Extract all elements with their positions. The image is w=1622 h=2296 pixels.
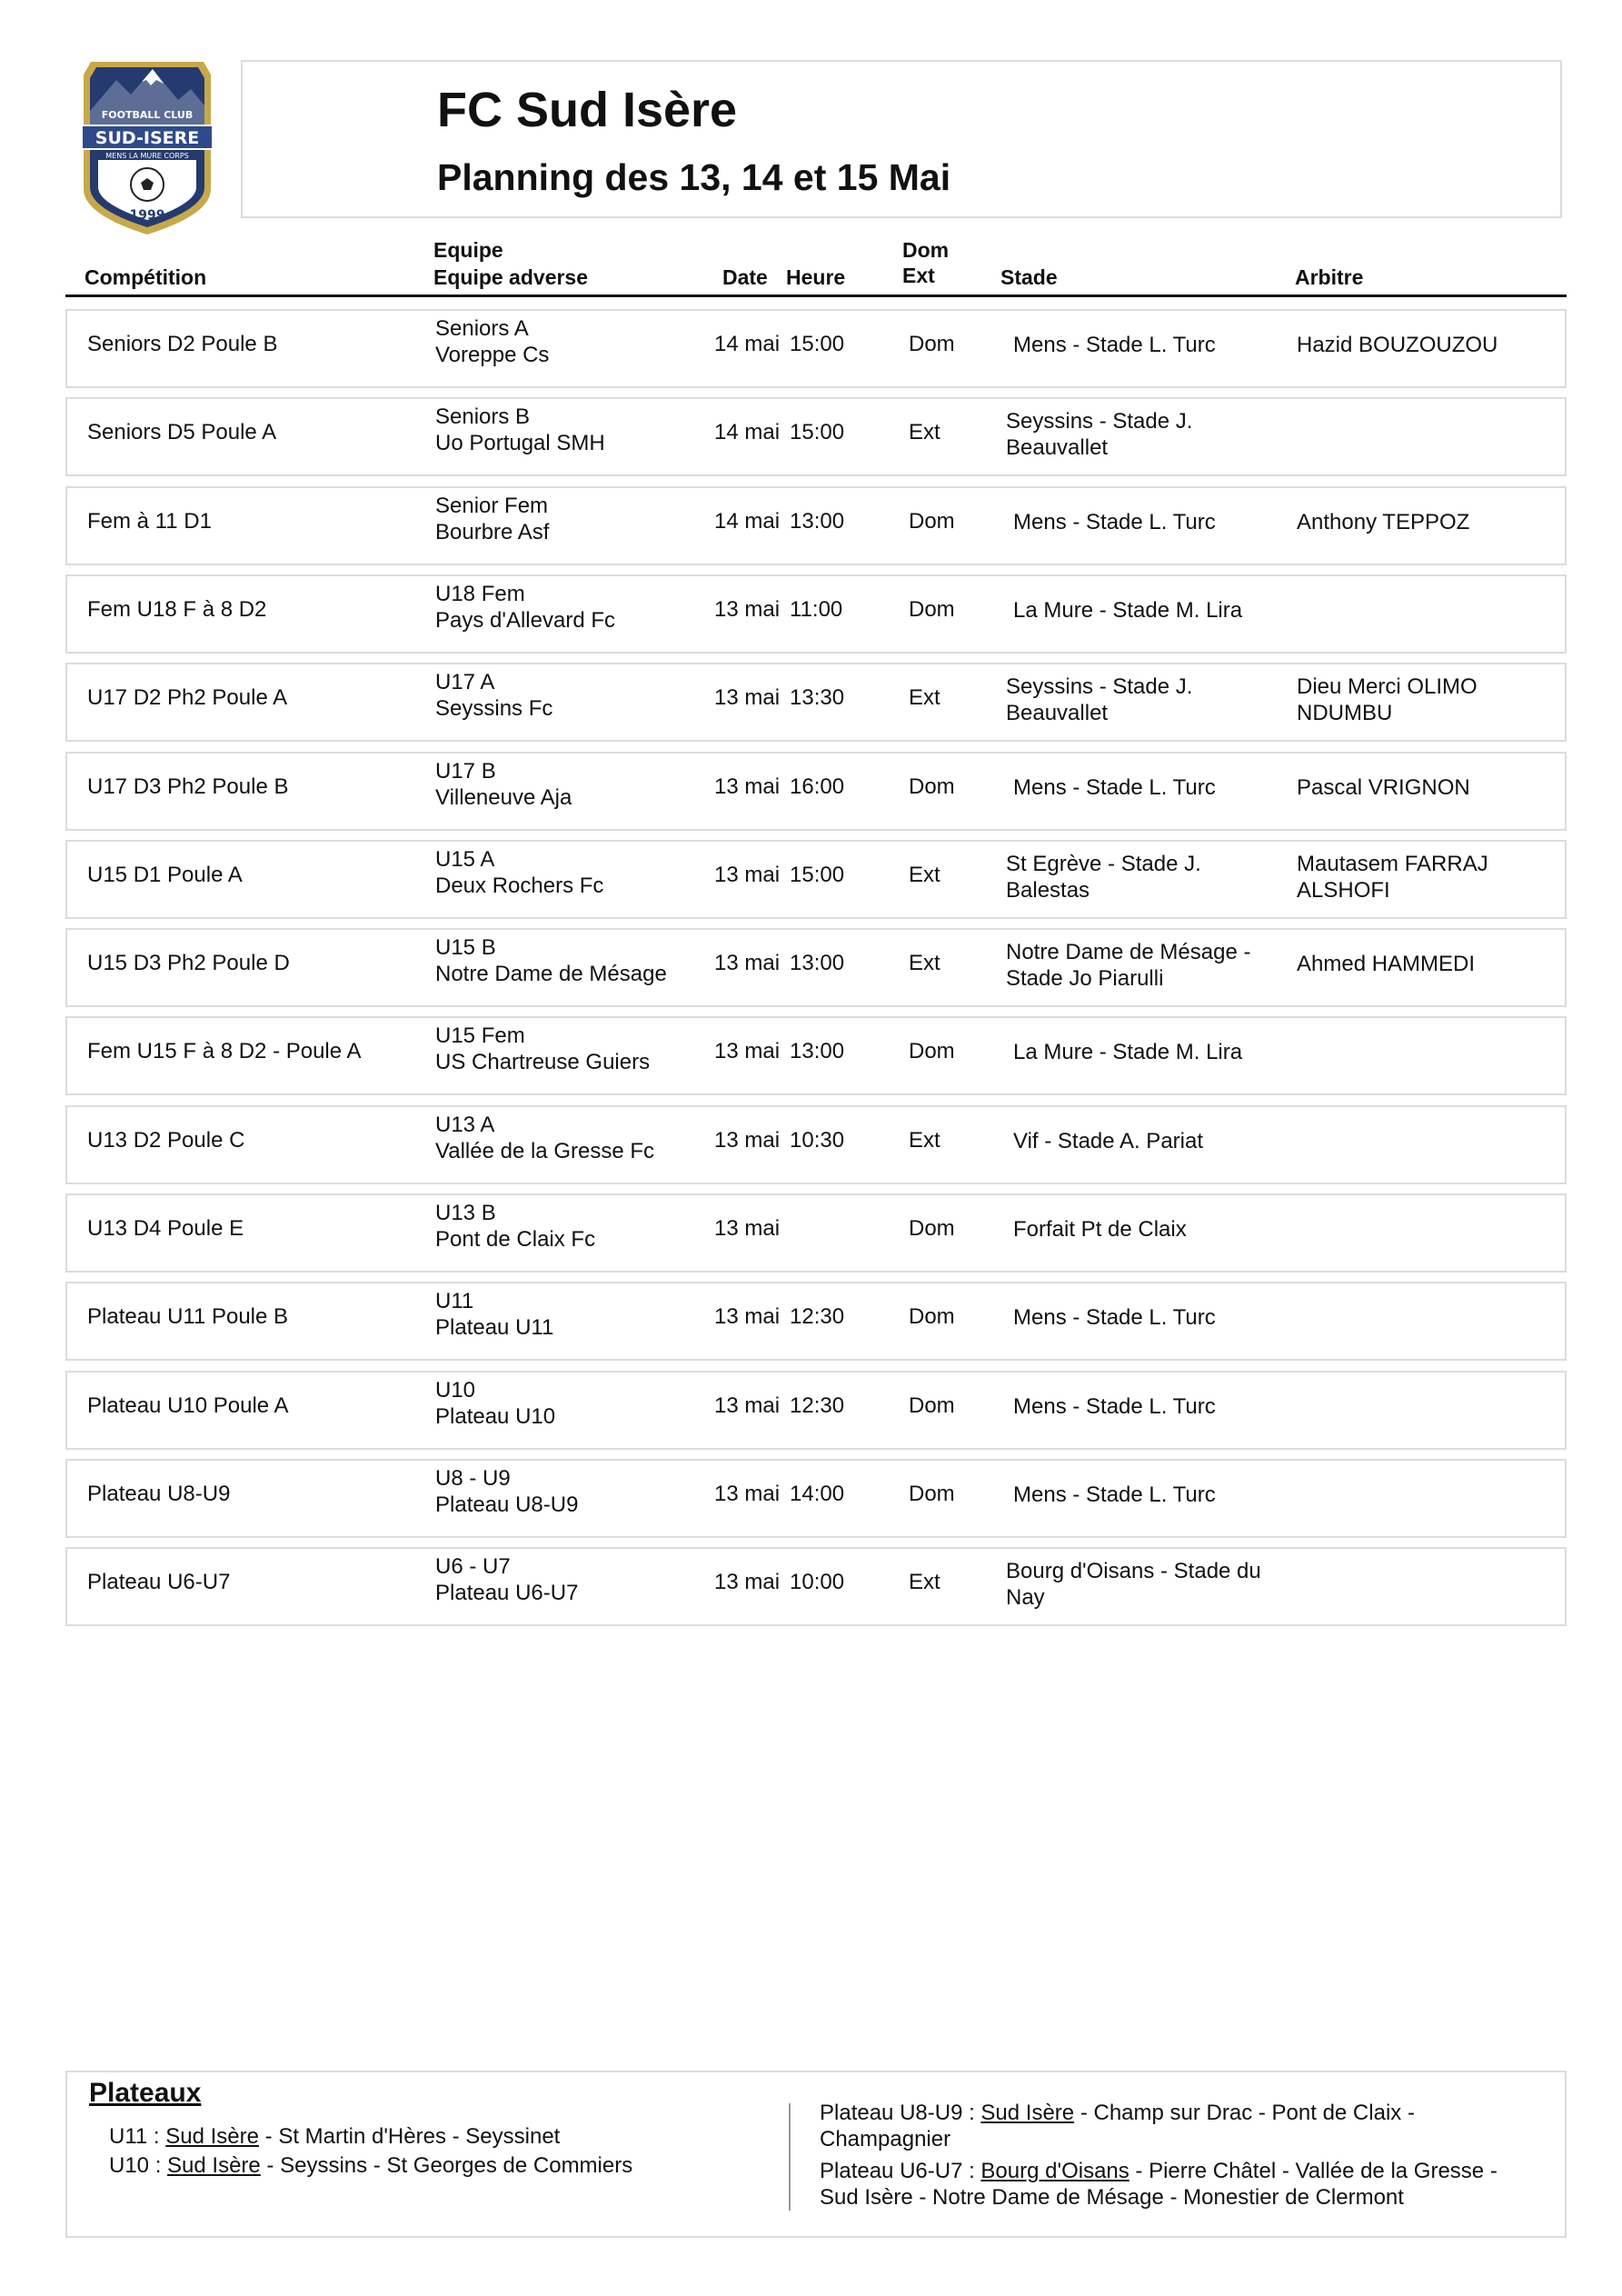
match-row (65, 1105, 1567, 1184)
plateaux-box (65, 2071, 1567, 2238)
match-row (65, 663, 1567, 742)
cell-arbitre-line-1: Mautasem FARRAJ (1297, 852, 1488, 876)
plateau-u11-line (109, 2123, 560, 2150)
cell-heure: 12:30 (790, 1393, 845, 1418)
cell-stade-line-1: Mens - Stade L. Turc (1013, 510, 1216, 534)
cell-arbitre-line-1: Anthony TEPPOZ (1297, 510, 1470, 534)
plateau-u10-rest: - Seyssins - St Georges de Commiers (260, 2153, 633, 2178)
cell-dom-ext: Ext (909, 1570, 940, 1594)
cell-equipe-adverse: Pays d'Allevard Fc (435, 608, 615, 633)
cell-stade (1006, 597, 1286, 624)
cell-stade (1006, 408, 1279, 461)
header-stade: Stade (1000, 265, 1058, 289)
cell-equipe-adverse: Uo Portugal SMH (435, 431, 605, 455)
cell-dom-ext: Ext (909, 685, 940, 710)
match-row (65, 1547, 1567, 1626)
cell-dom-ext: Ext (909, 951, 940, 975)
cell-competition: Fem à 11 D1 (87, 509, 212, 534)
match-row (65, 840, 1567, 919)
match-row (65, 752, 1567, 831)
cell-teams (435, 1112, 708, 1164)
cell-competition: Seniors D2 Poule B (87, 332, 278, 356)
cell-equipe: U13 A (435, 1113, 495, 1137)
plateau-u6u7-host: Bourg d'Oisans (980, 2159, 1129, 2183)
cell-competition: U13 D4 Poule E (87, 1216, 244, 1241)
cell-date: 14 mai (714, 420, 781, 444)
match-row (65, 309, 1567, 388)
cell-equipe-adverse: Plateau U8-U9 (435, 1492, 579, 1517)
cell-date: 13 mai (714, 1482, 781, 1506)
cell-arbitre (1297, 332, 1560, 358)
cell-stade-line-2: Stade Jo Piarulli (1006, 966, 1164, 991)
match-row (65, 1193, 1567, 1273)
plateau-u8u9-rest-2: Champagnier (820, 2127, 951, 2151)
cell-equipe-adverse: US Chartreuse Guiers (435, 1050, 651, 1074)
plateau-u11-rest: - St Martin d'Hères - Seyssinet (258, 2124, 561, 2149)
match-row (65, 928, 1567, 1007)
plateau-u11-prefix: U11 : (109, 2124, 166, 2149)
cell-dom-ext: Ext (909, 1128, 940, 1153)
cell-equipe: Seniors A (435, 316, 529, 341)
cell-heure: 12:30 (790, 1304, 845, 1329)
cell-equipe-adverse: Villeneuve Aja (435, 785, 572, 810)
match-row (65, 1371, 1567, 1450)
cell-stade-line-1: Mens - Stade L. Turc (1013, 333, 1216, 357)
cell-date: 13 mai (714, 863, 781, 887)
cell-stade (1006, 509, 1286, 535)
title-box (241, 60, 1562, 218)
cell-arbitre-line-1: Hazid BOUZOUZOU (1297, 333, 1498, 357)
plateaux-heading: Plateaux (89, 2078, 202, 2108)
header-equipe-adverse: Equipe adverse (433, 265, 589, 289)
cell-stade-line-2: Beauvallet (1006, 435, 1109, 460)
plateau-u8u9-prefix: Plateau U8-U9 : (820, 2101, 981, 2125)
plateau-u8u9-rest-1: - Champ sur Drac - Pont de Claix - (1074, 2101, 1415, 2125)
cell-equipe-adverse: Seyssins Fc (435, 696, 553, 721)
cell-date: 13 mai (714, 685, 781, 710)
cell-date: 13 mai (714, 774, 781, 799)
plateau-u6u7-line (820, 2158, 1547, 2211)
cell-heure: 13:00 (790, 1039, 845, 1063)
cell-teams (435, 1465, 708, 1518)
cell-competition: U17 D2 Ph2 Poule A (87, 685, 288, 710)
cell-heure: 13:00 (790, 951, 845, 975)
cell-equipe-adverse: Bourbre Asf (435, 520, 550, 544)
cell-heure: 13:00 (790, 509, 845, 534)
header-competition: Compétition (85, 265, 207, 289)
club-logo (78, 53, 216, 238)
cell-equipe: Seniors B (435, 404, 531, 429)
cell-stade-line-1: Mens - Stade L. Turc (1013, 1305, 1216, 1330)
cell-heure: 14:00 (790, 1482, 845, 1506)
cell-competition: U13 D2 Poule C (87, 1128, 245, 1153)
cell-stade (1006, 774, 1286, 801)
cell-stade-line-1: Bourg d'Oisans - Stade du (1006, 1559, 1261, 1583)
cell-equipe: Senior Fem (435, 494, 549, 518)
plateau-u11-host: Sud Isère (165, 2124, 259, 2149)
cell-dom-ext: Dom (909, 509, 955, 534)
cell-date: 14 mai (714, 509, 781, 534)
cell-equipe: U18 Fem (435, 582, 525, 606)
cell-date: 13 mai (714, 1393, 781, 1418)
header-arbitre: Arbitre (1295, 265, 1364, 289)
cell-teams (435, 1553, 708, 1606)
plateau-u6u7-rest-2: Sud Isère - Notre Dame de Mésage - Monestier de Clermont (820, 2185, 1404, 2210)
cell-stade-line-1: Notre Dame de Mésage - (1006, 940, 1251, 964)
cell-dom-ext: Dom (909, 597, 955, 622)
header-divider (65, 294, 1567, 297)
cell-stade-line-1: Seyssins - Stade J. (1006, 674, 1193, 699)
match-row (65, 1282, 1567, 1361)
cell-dom-ext: Ext (909, 863, 940, 887)
cell-teams (435, 669, 708, 722)
cell-date: 13 mai (714, 1570, 781, 1594)
plateau-u10-line (109, 2152, 632, 2179)
cell-teams (435, 1023, 708, 1075)
cell-competition: U15 D3 Ph2 Poule D (87, 951, 290, 975)
cell-stade (1006, 851, 1279, 903)
cell-dom-ext: Dom (909, 1482, 955, 1506)
cell-competition: Fem U15 F à 8 D2 - Poule A (87, 1039, 362, 1063)
logo-banner-text: SUD-ISERE (95, 128, 200, 148)
cell-stade-line-1: La Mure - Stade M. Lira (1013, 598, 1243, 623)
plateau-u6u7-prefix: Plateau U6-U7 : (820, 2159, 981, 2183)
plateau-u6u7-rest-1: - Pierre Châtel - Vallée de la Gresse - (1129, 2159, 1498, 2183)
cell-arbitre (1297, 774, 1560, 801)
match-row (65, 397, 1567, 476)
cell-heure: 15:00 (790, 420, 845, 444)
header-dom: Dom (902, 238, 950, 262)
cell-arbitre (1297, 851, 1560, 903)
plateau-u10-prefix: U10 : (109, 2153, 168, 2178)
cell-stade-line-2: Balestas (1006, 878, 1090, 903)
cell-date: 13 mai (714, 1128, 781, 1153)
cell-heure: 16:00 (790, 774, 845, 799)
cell-competition: Plateau U11 Poule B (87, 1304, 289, 1329)
cell-dom-ext: Ext (909, 420, 940, 444)
cell-arbitre-line-1: Ahmed HAMMEDI (1297, 952, 1476, 976)
match-row (65, 1016, 1567, 1095)
cell-equipe: U15 B (435, 935, 496, 960)
header-heure: Heure (786, 265, 846, 289)
club-name: FC Sud Isère (437, 83, 738, 137)
cell-dom-ext: Dom (909, 332, 955, 356)
cell-heure: 15:00 (790, 863, 845, 887)
match-row (65, 486, 1567, 565)
cell-stade (1006, 1393, 1286, 1420)
cell-arbitre (1297, 674, 1560, 726)
cell-stade-line-1: Vif - Stade A. Pariat (1013, 1129, 1204, 1153)
cell-equipe-adverse: Plateau U10 (435, 1404, 556, 1429)
cell-equipe: U6 - U7 (435, 1554, 511, 1579)
logo-top-text: FOOTBALL CLUB (101, 109, 194, 121)
cell-dom-ext: Dom (909, 1216, 955, 1241)
cell-equipe: U15 Fem (435, 1023, 525, 1048)
cell-dom-ext: Dom (909, 1039, 955, 1063)
cell-stade (1006, 1039, 1286, 1065)
cell-equipe-adverse: Plateau U11 (435, 1315, 554, 1340)
cell-competition: Plateau U8-U9 (87, 1482, 231, 1506)
cell-equipe-adverse: Plateau U6-U7 (435, 1581, 579, 1605)
cell-competition: U15 D1 Poule A (87, 863, 243, 887)
match-row (65, 574, 1567, 654)
cell-stade-line-1: St Egrève - Stade J. (1006, 852, 1201, 876)
cell-stade (1006, 1558, 1279, 1611)
header-date: Date (722, 265, 768, 289)
match-row (65, 1459, 1567, 1538)
cell-arbitre (1297, 951, 1560, 977)
cell-competition: U17 D3 Ph2 Poule B (87, 774, 289, 799)
cell-stade-line-2: Nay (1006, 1585, 1045, 1610)
cell-equipe: U17 B (435, 759, 496, 784)
cell-date: 13 mai (714, 597, 781, 622)
plateau-u8u9-host: Sud Isère (980, 2101, 1075, 2125)
cell-arbitre-line-1: Dieu Merci OLIMO (1297, 674, 1478, 699)
cell-heure: 10:00 (790, 1570, 845, 1594)
header-equipe: Equipe (433, 238, 503, 262)
cell-equipe-adverse: Vallée de la Gresse Fc (435, 1139, 654, 1163)
cell-stade-line-1: La Mure - Stade M. Lira (1013, 1040, 1243, 1064)
logo-towns-text: MENS LA MURE CORPS (105, 152, 189, 160)
plateau-u8u9-line (820, 2100, 1547, 2152)
cell-stade (1006, 1482, 1286, 1508)
cell-stade (1006, 939, 1279, 992)
plateaux-divider (789, 2103, 791, 2211)
cell-heure: 11:00 (790, 597, 843, 622)
cell-equipe-adverse: Deux Rochers Fc (435, 873, 604, 898)
cell-stade (1006, 1216, 1286, 1243)
cell-stade-line-1: Forfait Pt de Claix (1013, 1217, 1187, 1242)
cell-teams (435, 315, 708, 368)
planning-title: Planning des 13, 14 et 15 Mai (437, 156, 951, 198)
cell-stade (1006, 1128, 1286, 1154)
cell-teams (435, 1377, 708, 1430)
cell-heure: 13:30 (790, 685, 845, 710)
cell-teams (435, 404, 708, 456)
cell-heure: 10:30 (790, 1128, 845, 1153)
cell-equipe-adverse: Pont de Claix Fc (435, 1227, 596, 1252)
cell-stade-line-1: Mens - Stade L. Turc (1013, 775, 1216, 800)
cell-equipe: U10 (435, 1378, 476, 1403)
cell-stade-line-1: Mens - Stade L. Turc (1013, 1394, 1216, 1419)
cell-stade (1006, 674, 1279, 726)
cell-teams (435, 758, 708, 811)
cell-teams (435, 934, 708, 987)
logo-year-text: 1999 (129, 208, 165, 223)
cell-dom-ext: Dom (909, 774, 955, 799)
cell-competition: Fem U18 F à 8 D2 (87, 597, 267, 622)
cell-arbitre-line-2: NDUMBU (1297, 701, 1393, 725)
plateau-u10-host: Sud Isère (167, 2153, 261, 2178)
cell-stade (1006, 332, 1286, 358)
cell-equipe-adverse: Voreppe Cs (435, 343, 550, 367)
cell-date: 13 mai (714, 1304, 781, 1329)
cell-teams (435, 581, 708, 634)
cell-teams (435, 1200, 708, 1253)
cell-arbitre-line-1: Pascal VRIGNON (1297, 775, 1470, 800)
cell-date: 13 mai (714, 1216, 781, 1241)
cell-dom-ext: Dom (909, 1393, 955, 1418)
cell-competition: Plateau U10 Poule A (87, 1393, 289, 1418)
cell-competition: Plateau U6-U7 (87, 1570, 231, 1594)
cell-arbitre (1297, 509, 1560, 535)
cell-teams (435, 846, 708, 899)
cell-teams (435, 493, 708, 545)
cell-date: 13 mai (714, 1039, 781, 1063)
cell-equipe: U17 A (435, 670, 495, 694)
cell-teams (435, 1288, 708, 1341)
cell-stade-line-1: Mens - Stade L. Turc (1013, 1482, 1216, 1507)
header-ext: Ext (902, 264, 935, 287)
cell-equipe: U11 (435, 1289, 474, 1313)
cell-date: 14 mai (714, 332, 781, 356)
cell-equipe: U13 B (435, 1201, 496, 1225)
cell-dom-ext: Dom (909, 1304, 955, 1329)
cell-equipe: U15 A (435, 847, 495, 872)
cell-date: 13 mai (714, 951, 781, 975)
cell-stade (1006, 1304, 1286, 1331)
cell-arbitre-line-2: ALSHOFI (1297, 878, 1390, 903)
cell-stade-line-2: Beauvallet (1006, 701, 1109, 725)
cell-competition: Seniors D5 Poule A (87, 420, 277, 444)
cell-equipe-adverse: Notre Dame de Mésage (435, 962, 667, 986)
cell-equipe: U8 - U9 (435, 1466, 511, 1491)
cell-stade-line-1: Seyssins - Stade J. (1006, 409, 1193, 434)
cell-heure: 15:00 (790, 332, 845, 356)
